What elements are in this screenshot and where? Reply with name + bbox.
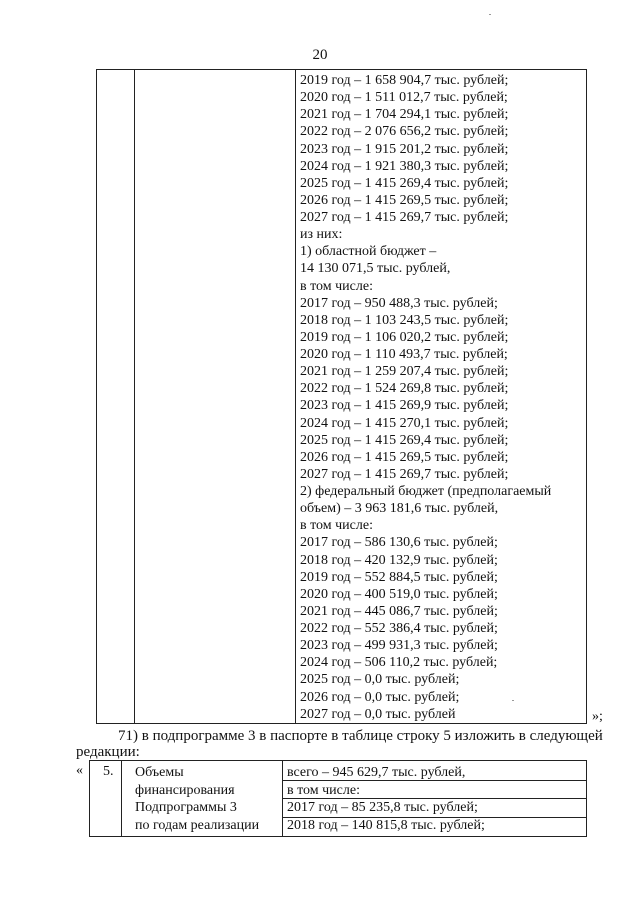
column-divider bbox=[134, 70, 135, 723]
row-number: 5. bbox=[103, 764, 114, 779]
funding-line: 2023 год – 1 415 269,9 тыс. рублей; bbox=[300, 398, 509, 414]
funding-line: в том числе: bbox=[300, 278, 373, 294]
funding-line: 2020 год – 1 110 493,7 тыс. рублей; bbox=[300, 347, 508, 362]
subprogram3-funding-table bbox=[89, 760, 587, 837]
funding-line: 2022 год – 1 524 269,8 тыс. рублей; bbox=[300, 381, 509, 397]
funding-line: 2017 год – 950 488,3 тыс. рублей; bbox=[300, 295, 498, 311]
funding-line: 2026 год – 0,0 тыс. рублей; bbox=[300, 689, 460, 705]
row-name-cell bbox=[135, 764, 259, 834]
funding-line: 2017 год – 85 235,8 тыс. рублей; bbox=[287, 800, 478, 815]
funding-line: 2) федеральный бюджет (предполагаемый bbox=[300, 484, 552, 499]
funding-line: 2020 год – 1 511 012,7 тыс. рублей; bbox=[300, 90, 508, 106]
funding-line: 1) областной бюджет – bbox=[300, 244, 437, 260]
funding-line: всего – 945 629,7 тыс. рублей, bbox=[287, 765, 466, 780]
funding-line: 2021 год – 1 704 294,1 тыс. рублей; bbox=[300, 107, 509, 123]
row-values-cell bbox=[287, 764, 485, 834]
funding-line: 2018 год – 420 132,9 тыс. рублей; bbox=[300, 552, 498, 568]
cell-separator bbox=[282, 817, 586, 818]
row-name-line: Подпрограммы 3 bbox=[135, 800, 237, 815]
funding-line: 2021 год – 1 259 207,4 тыс. рублей; bbox=[300, 364, 509, 380]
funding-line: 2026 год – 1 415 269,5 тыс. рублей; bbox=[300, 449, 509, 465]
funding-line: 2018 год – 1 103 243,5 тыс. рублей; bbox=[300, 312, 509, 328]
funding-line: 2019 год – 1 106 020,2 тыс. рублей; bbox=[300, 329, 509, 345]
funding-line: объем) – 3 963 181,6 тыс. рублей, bbox=[300, 501, 499, 517]
funding-line: 2025 год – 1 415 269,4 тыс. рублей; bbox=[300, 432, 509, 448]
funding-line: 2019 год – 552 884,5 тыс. рублей; bbox=[300, 569, 498, 585]
funding-line: 2018 год – 140 815,8 тыс. рублей; bbox=[287, 817, 485, 833]
funding-values-cell bbox=[300, 72, 551, 723]
funding-line: 2024 год – 506 110,2 тыс. рублей; bbox=[300, 655, 498, 671]
funding-line: 2023 год – 1 915 201,2 тыс. рублей; bbox=[300, 141, 509, 157]
row-name-line: Объемы bbox=[135, 765, 184, 780]
funding-line: 2027 год – 1 415 269,7 тыс. рублей; bbox=[300, 466, 509, 482]
funding-line: 2027 год – 0,0 тыс. рублей bbox=[300, 706, 456, 722]
funding-line: 2024 год – 1 415 270,1 тыс. рублей; bbox=[300, 415, 509, 431]
cell-separator bbox=[282, 798, 586, 799]
funding-line: в том числе: bbox=[300, 518, 373, 534]
funding-line: 2027 год – 1 415 269,7 тыс. рублей; bbox=[300, 210, 509, 225]
funding-line: 2022 год – 2 076 656,2 тыс. рублей; bbox=[300, 124, 509, 140]
column-divider bbox=[295, 70, 296, 723]
funding-line: из них: bbox=[300, 227, 343, 243]
row-name-line: по годам реализации bbox=[135, 817, 260, 833]
funding-line: 2024 год – 1 921 380,3 тыс. рублей; bbox=[300, 158, 509, 174]
row-name-line: финансирования bbox=[135, 782, 235, 798]
funding-line: в том числе: bbox=[287, 782, 360, 798]
funding-table-continuation bbox=[96, 69, 587, 724]
closing-quote: »; bbox=[592, 709, 603, 724]
page-number: 20 bbox=[312, 47, 328, 63]
funding-line: 2025 год – 0,0 тыс. рублей; bbox=[300, 672, 460, 688]
opening-quote: « bbox=[76, 763, 83, 778]
funding-line: 2023 год – 499 931,3 тыс. рублей; bbox=[300, 638, 498, 654]
scan-speck bbox=[489, 14, 491, 15]
funding-line: 2019 год – 1 658 904,7 тыс. рублей; bbox=[300, 73, 509, 88]
funding-line: 14 130 071,5 тыс. рублей, bbox=[300, 261, 451, 277]
column-divider bbox=[121, 761, 122, 836]
funding-line: 2020 год – 400 519,0 тыс. рублей; bbox=[300, 586, 498, 602]
funding-line: 2025 год – 1 415 269,4 тыс. рублей; bbox=[300, 175, 509, 191]
funding-line: 2022 год – 552 386,4 тыс. рублей; bbox=[300, 621, 498, 636]
funding-line: 2017 год – 586 130,6 тыс. рублей; bbox=[300, 535, 498, 551]
amendment-paragraph-line1: 71) в подпрограмме 3 в паспорте в таблице строку 5 изложить в следующей bbox=[118, 728, 603, 744]
funding-line: 2026 год – 1 415 269,5 тыс. рублей; bbox=[300, 192, 509, 208]
scan-speck bbox=[512, 700, 514, 701]
amendment-paragraph-line2: редакции: bbox=[76, 744, 140, 760]
cell-separator bbox=[282, 780, 586, 781]
funding-line: 2021 год – 445 086,7 тыс. рублей; bbox=[300, 603, 498, 619]
